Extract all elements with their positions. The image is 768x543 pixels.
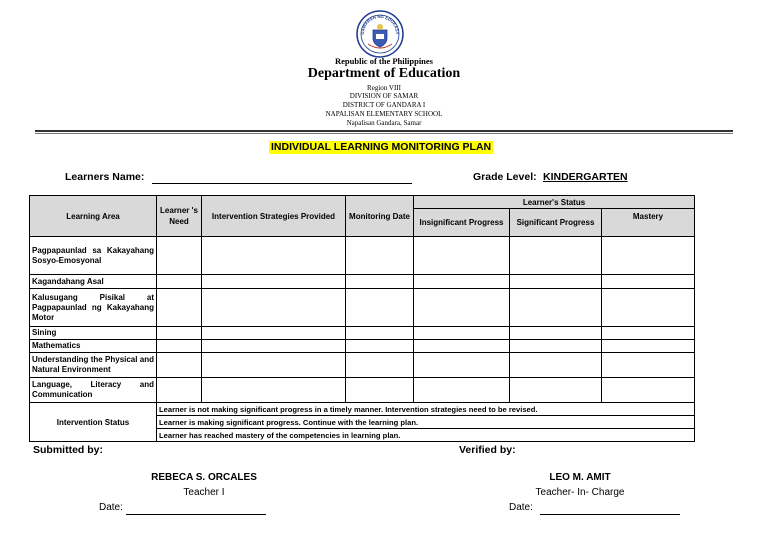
learning-area-cell: Pagpapaunlad sa Kakayahang Sosyo-Emosyonal (30, 237, 157, 275)
significant-cell[interactable] (510, 289, 602, 327)
address-text: Napalisan Gandara, Samar (346, 119, 422, 127)
monitoring-date-cell[interactable] (346, 237, 414, 275)
mastery-cell[interactable] (602, 340, 695, 353)
header-divider-thin (35, 133, 733, 134)
learners-name-label: Learners Name: (65, 171, 145, 183)
table-row (30, 289, 695, 327)
col-insignificant: Insignificant Progress (414, 209, 510, 237)
deped-seal (356, 10, 404, 58)
verified-by-label: Verified by: (459, 444, 516, 456)
table-row (30, 378, 695, 403)
learning-area-cell: Kalusugang Pisikal at Pagpapaunlad ng Kakayahang Motor (30, 289, 157, 327)
col-learners-status: Learner's Status (414, 196, 695, 209)
submitter-name: REBECA S. ORCALES (151, 472, 257, 483)
intervention-cell[interactable] (202, 237, 346, 275)
monitoring-date-cell[interactable] (346, 340, 414, 353)
learners-need-cell[interactable] (157, 327, 202, 340)
region-text: Region VIII (367, 84, 401, 92)
intervention-cell[interactable] (202, 378, 346, 403)
learners-need-cell[interactable] (157, 340, 202, 353)
col-learning-area: Learning Area (30, 196, 157, 237)
col-intervention: Intervention Strategies Provided (202, 196, 346, 237)
learners-name-field[interactable] (152, 171, 412, 184)
submitter-title: Teacher I (183, 487, 225, 498)
col-monitoring-date: Monitoring Date (346, 196, 414, 237)
verifier-title: Teacher- In- Charge (535, 487, 625, 498)
intervention-status-revise: Learner is not making significant progress in a timely manner. Intervention strategies need to be revised. (157, 403, 695, 416)
significant-cell[interactable] (510, 340, 602, 353)
mastery-cell[interactable] (602, 327, 695, 340)
intervention-cell[interactable] (202, 353, 346, 378)
monitoring-date-cell[interactable] (346, 289, 414, 327)
learners-need-cell[interactable] (157, 289, 202, 327)
learning-area-cell: Language, Literacy and Communication (30, 378, 157, 403)
intervention-cell[interactable] (202, 275, 346, 289)
department-title: Department of Education (307, 66, 461, 81)
significant-cell[interactable] (510, 275, 602, 289)
learning-area-cell: Sining (30, 327, 157, 340)
insignificant-cell[interactable] (414, 289, 510, 327)
table-row (30, 353, 695, 378)
document-title: INDIVIDUAL LEARNING MONITORING PLAN (271, 141, 492, 153)
intervention-cell[interactable] (202, 289, 346, 327)
mastery-cell[interactable] (602, 378, 695, 403)
verifier-name: LEO M. AMIT (549, 472, 611, 483)
date-label-left: Date: (99, 502, 123, 513)
division-text: DIVISION OF SAMAR (349, 92, 419, 100)
intervention-status-continue: Learner is making significant progress. Continue with the learning plan. (157, 416, 695, 429)
intervention-status-label: Intervention Status (30, 403, 157, 442)
monitoring-date-cell[interactable] (346, 327, 414, 340)
insignificant-cell[interactable] (414, 275, 510, 289)
date-label-right: Date: (509, 502, 533, 513)
intervention-status-mastery: Learner has reached mastery of the competencies in learning plan. (157, 429, 695, 442)
monitoring-date-cell[interactable] (346, 378, 414, 403)
col-significant: Significant Progress (510, 209, 602, 237)
learners-need-cell[interactable] (157, 378, 202, 403)
seal-text: GAWARAN NG EDUKASY (359, 13, 401, 35)
learning-area-cell: Mathematics (30, 340, 157, 353)
insignificant-cell[interactable] (414, 237, 510, 275)
table-row (30, 327, 695, 340)
significant-cell[interactable] (510, 237, 602, 275)
district-text: DISTRICT OF GANDARA I (342, 101, 426, 109)
header-divider (35, 130, 733, 132)
significant-cell[interactable] (510, 327, 602, 340)
date-field-left[interactable] (126, 502, 266, 515)
learners-need-cell[interactable] (157, 275, 202, 289)
school-text: NAPALISAN ELEMENTARY SCHOOL (325, 110, 443, 118)
table-row (30, 237, 695, 275)
significant-cell[interactable] (510, 378, 602, 403)
col-learners-need: Learner 's Need (157, 196, 202, 237)
col-mastery: Mastery (602, 209, 695, 237)
intervention-cell[interactable] (202, 327, 346, 340)
learners-need-cell[interactable] (157, 353, 202, 378)
monitoring-date-cell[interactable] (346, 275, 414, 289)
significant-cell[interactable] (510, 353, 602, 378)
insignificant-cell[interactable] (414, 327, 510, 340)
grade-level-value: KINDERGARTEN (543, 171, 628, 183)
monitoring-date-cell[interactable] (346, 353, 414, 378)
mastery-cell[interactable] (602, 275, 695, 289)
mastery-cell[interactable] (602, 289, 695, 327)
table-row (30, 340, 695, 353)
mastery-cell[interactable] (602, 237, 695, 275)
insignificant-cell[interactable] (414, 353, 510, 378)
learning-area-cell: Understanding the Physical and Natural Environment (30, 353, 157, 378)
learning-area-cell: Kagandahang Asal (30, 275, 157, 289)
learners-need-cell[interactable] (157, 237, 202, 275)
table-row (30, 275, 695, 289)
submitted-by-label: Submitted by: (33, 444, 103, 456)
grade-level-label: Grade Level: (473, 171, 537, 183)
intervention-cell[interactable] (202, 340, 346, 353)
insignificant-cell[interactable] (414, 340, 510, 353)
date-field-right[interactable] (540, 502, 680, 515)
insignificant-cell[interactable] (414, 378, 510, 403)
republic-text: Republic of the Philippines (334, 56, 433, 66)
monitoring-table (29, 195, 695, 442)
mastery-cell[interactable] (602, 353, 695, 378)
